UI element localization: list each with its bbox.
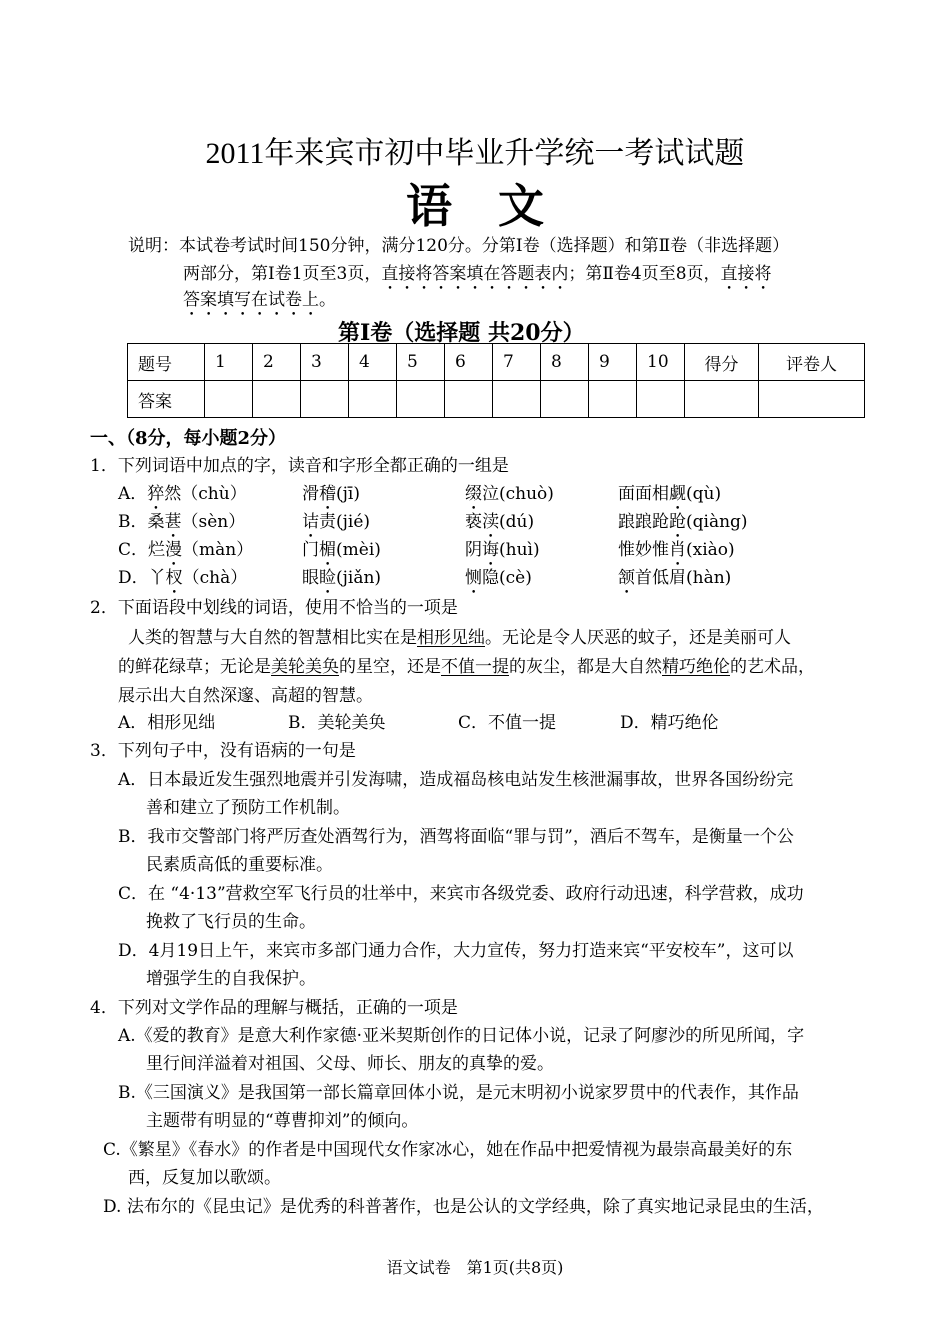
option-text: （chà）	[182, 568, 248, 588]
underlined-phrase: 精巧绝伦	[662, 657, 730, 677]
answer-cell[interactable]	[253, 381, 301, 418]
option-text: 泣(chuò)	[482, 484, 554, 504]
q2-stem: 2．下面语段中划线的词语，使用不恰当的一项是	[90, 598, 458, 618]
option-text: 阴	[465, 540, 482, 560]
q3-option-a-line-1: A．日本最近发生强烈地震并引发海啸，造成福岛核电站发生核泄漏事故，世界各国纷纷完	[118, 770, 794, 790]
answer-cell[interactable]	[301, 381, 349, 418]
q2-passage-line-3: 展示出大自然深邃、高超的智慧。	[118, 686, 373, 706]
grader-label: 评卷人	[759, 344, 865, 381]
dotted-char: 稽	[319, 484, 336, 504]
passage-text: 的灰尘，都是大自然	[509, 657, 662, 677]
option-letter: A．	[118, 484, 148, 504]
answer-label: 答案	[128, 381, 205, 418]
option-text: 桑	[147, 512, 165, 532]
instructions-line-2-part-a: 两部分，第Ⅰ卷1页至3页，	[183, 264, 382, 284]
option-text: 门	[302, 540, 319, 560]
instructions-line-3	[183, 288, 336, 320]
question-number-cell: 9	[589, 344, 637, 381]
instructions-emphasis-2: 直接将	[720, 264, 772, 284]
answer-cell[interactable]	[205, 381, 253, 418]
option-text: 惟妙惟	[618, 540, 669, 560]
q1-option-d-word-2	[302, 566, 381, 598]
option-text: 面面相	[618, 484, 669, 504]
instructions-line-3-end: 。	[319, 290, 336, 310]
option-text: 眼	[302, 568, 319, 588]
option-text: (xiào)	[686, 540, 735, 560]
passage-text: 的鲜花绿草；无论是	[118, 657, 271, 677]
q2-option-d: D．精巧绝伦	[620, 713, 719, 733]
dotted-char: 渎	[482, 512, 499, 532]
question-number-cell: 6	[445, 344, 493, 381]
dotted-char: 跄	[669, 512, 686, 532]
option-text: （sèn）	[181, 512, 246, 532]
q4-option-c-line-2: 西，反复加以歌颂。	[128, 1168, 281, 1188]
instructions-line-1: 说明：本试卷考试时间150分钟，满分120分。分第Ⅰ卷（选择题）和第Ⅱ卷（非选择题）	[128, 236, 790, 256]
answer-cell[interactable]	[589, 381, 637, 418]
q3-option-c-line-1: C．在 “4·13”营救空军飞行员的壮举中，来宾市各级党委、政府行动迅速，科学营救，成功	[118, 884, 804, 904]
q1-option-d-word-4	[618, 566, 731, 598]
subject-title: 语文	[406, 179, 590, 233]
passage-text: 的艺术品，	[730, 657, 815, 677]
answer-cell[interactable]	[397, 381, 445, 418]
q2-option-c: C．不值一提	[458, 713, 557, 733]
dotted-char: 颔	[618, 568, 635, 588]
option-text: 踉踉跄	[618, 512, 669, 532]
dotted-char: 恻	[465, 568, 482, 588]
q3-option-c-line-2: 挽救了飞行员的生命。	[146, 912, 316, 932]
question-number-cell: 4	[349, 344, 397, 381]
option-text: (huì)	[499, 540, 540, 560]
instructions-line-2-part-c: ；第Ⅱ卷4页至8页，	[568, 264, 721, 284]
dotted-char: 肖	[669, 540, 686, 560]
dotted-char: 杈	[165, 568, 183, 588]
passage-text: 的星空，还是	[339, 657, 441, 677]
question-number-cell: 7	[493, 344, 541, 381]
dotted-char: 觑	[669, 484, 686, 504]
option-text: C．烂	[118, 540, 166, 560]
q4-option-a-line-2: 里行间洋溢着对祖国、父母、师长、朋友的真挚的爱。	[146, 1054, 554, 1074]
option-text: 然（chù）	[164, 484, 247, 504]
q2-passage-line-1	[128, 626, 791, 650]
option-letter: B．	[118, 512, 148, 532]
option-text: (jiǎn)	[336, 568, 382, 588]
answer-table-answer-row	[128, 381, 865, 418]
q3-stem: 3．下列句子中，没有语病的一句是	[90, 741, 356, 761]
answer-cell[interactable]	[541, 381, 589, 418]
question-number-cell: 8	[541, 344, 589, 381]
question-number-label: 题号	[128, 344, 205, 381]
question-number-cell: 10	[637, 344, 685, 381]
dotted-char: 漫	[165, 540, 183, 560]
instructions-emphasis-1: 直接将答案填在答题表内	[381, 264, 569, 284]
question-number-cell: 2	[253, 344, 301, 381]
question-number-cell: 1	[205, 344, 253, 381]
q3-option-a-line-2: 善和建立了预防工作机制。	[146, 798, 350, 818]
q1-stem: 1．下列词语中加点的字，读音和字形全都正确的一组是	[90, 456, 509, 476]
score-cell[interactable]	[685, 381, 759, 418]
grader-cell[interactable]	[759, 381, 865, 418]
underlined-phrase: 美轮美奂	[271, 657, 339, 677]
option-text: (qiàng)	[686, 512, 748, 532]
option-text: 滑	[302, 484, 319, 504]
option-text: 隐(cè)	[482, 568, 532, 588]
q1-option-d	[118, 566, 247, 598]
answer-table-header-row	[128, 344, 865, 381]
option-text: (mèi)	[336, 540, 381, 560]
q4-option-a-line-1: A.《爱的教育》是意大利作家德·亚米契斯创作的日记体小说，记录了阿廖沙的所见所闻，字	[118, 1026, 805, 1046]
dotted-char: 缀	[465, 484, 482, 504]
q2-option-b: B．美轮美奂	[288, 713, 386, 733]
page-footer: 语文试卷 第1页(共8页)	[386, 1258, 564, 1277]
underlined-phrase: 相形见绌	[417, 628, 485, 648]
answer-cell[interactable]	[637, 381, 685, 418]
option-text: (jī)	[336, 484, 360, 504]
q2-option-a: A．相形见绌	[118, 713, 216, 733]
option-text: 首低眉(hàn)	[635, 568, 732, 588]
answer-cell[interactable]	[445, 381, 493, 418]
dotted-char: 睑	[319, 568, 336, 588]
q4-option-b-line-1: B.《三国演义》是我国第一部长篇章回体小说，是元末明初小说家罗贯中的代表作，其作品	[118, 1083, 799, 1103]
dotted-char: 诲	[482, 540, 499, 560]
q3-option-b-line-1: B．我市交警部门将严厉查处酒驾行为，酒驾将面临“罪与罚”，酒后不驾车，是衡量一个公	[118, 827, 794, 847]
option-text: （màn）	[182, 540, 254, 560]
answer-cell[interactable]	[493, 381, 541, 418]
q4-option-b-line-2: 主题带有明显的“尊曹抑刘”的倾向。	[146, 1111, 419, 1131]
answer-cell[interactable]	[349, 381, 397, 418]
score-label: 得分	[685, 344, 759, 381]
question-number-cell: 3	[301, 344, 349, 381]
part-1-heading: 一、（8分，每小题2分）	[90, 428, 287, 449]
q4-option-d-line-1: D. 法布尔的《昆虫记》是优秀的科普著作，也是公认的文学经典，除了真实地记录昆虫的生活，	[103, 1197, 824, 1217]
dotted-char: 楣	[319, 540, 336, 560]
option-text: 责(jié)	[319, 512, 371, 532]
q3-option-d-line-1: D．4月19日上午，来宾市多部门通力合作，大力宣传，努力打造来宾“平安校车”，这可以	[118, 941, 794, 961]
passage-text: 人类的智慧与大自然的智慧相比实在是	[128, 628, 417, 648]
option-text: 亵	[465, 512, 482, 532]
q3-option-d-line-2: 增强学生的自我保护。	[146, 969, 316, 989]
section-1-title: 第Ⅰ卷（选择题 共20分）	[338, 320, 585, 346]
dotted-char: 猝	[147, 484, 165, 504]
option-text: (qù)	[686, 484, 722, 504]
passage-text: 。无论是令人厌恶的蚊子，还是美丽可人	[485, 628, 791, 648]
answer-table	[127, 343, 865, 418]
option-text: (dú)	[499, 512, 535, 532]
exam-title: 2011年来宾市初中毕业升学统一考试试题	[205, 137, 745, 170]
q2-passage-line-2	[118, 655, 815, 679]
underlined-phrase: 不值一提	[441, 657, 509, 677]
q3-option-b-line-2: 民素质高低的重要标准。	[146, 855, 333, 875]
dotted-char: 诘	[302, 512, 319, 532]
q1-option-d-word-3	[465, 566, 532, 598]
dotted-char: 葚	[164, 512, 182, 532]
q4-option-c-line-1: C.《繁星》《春水》的作者是中国现代女作家冰心，她在作品中把爱情视为最崇高最美好的东	[103, 1140, 793, 1160]
instructions-emphasis-3: 答案填写在试卷上	[183, 290, 319, 310]
question-number-cell: 5	[397, 344, 445, 381]
q4-stem: 4．下列对文学作品的理解与概括，正确的一项是	[90, 998, 458, 1018]
option-text: D．丫	[118, 568, 166, 588]
